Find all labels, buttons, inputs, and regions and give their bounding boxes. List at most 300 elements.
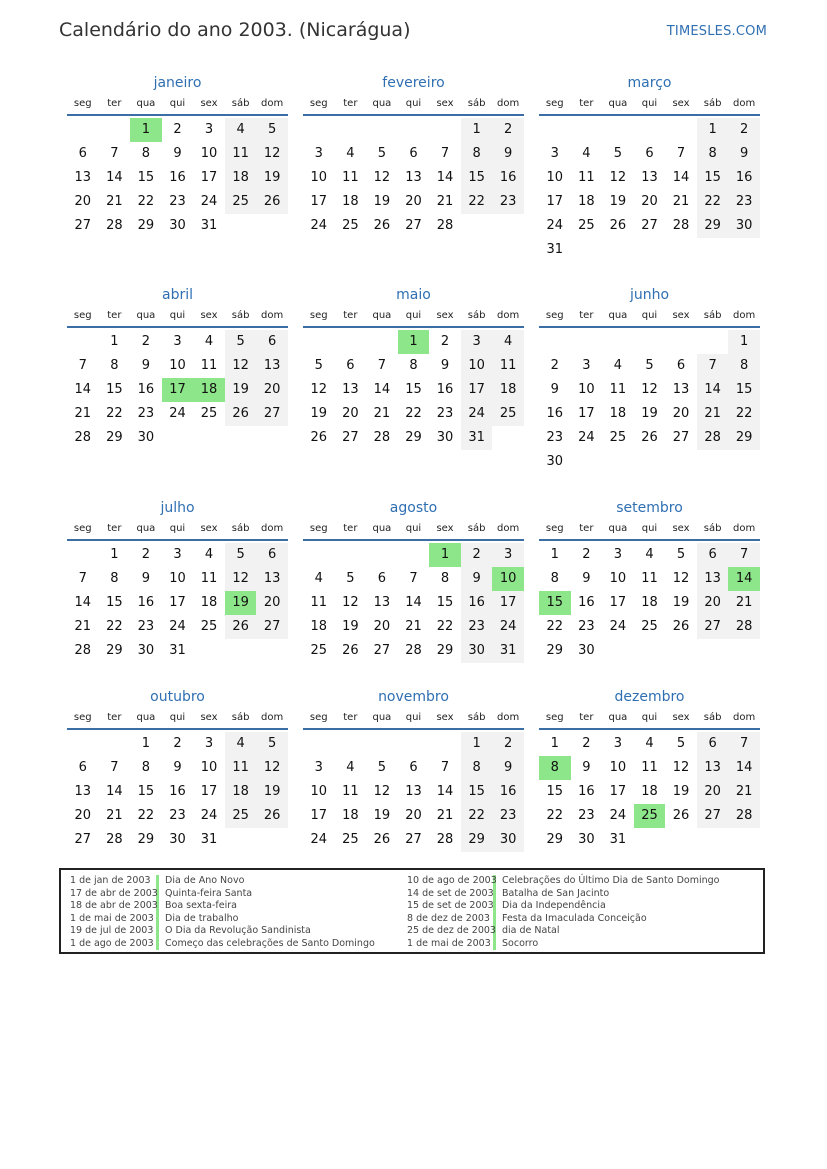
empty-cell <box>99 732 131 756</box>
day-cell: 2 <box>461 543 493 567</box>
day-cell: 4 <box>225 732 257 756</box>
day-cell: 30 <box>436 430 454 445</box>
day-cell: 17 <box>578 406 595 421</box>
day-cell: 26 <box>641 430 658 445</box>
month-name: setembro <box>616 500 683 516</box>
empty-cell <box>398 732 430 756</box>
day-cell: 10 <box>169 358 186 373</box>
holiday-row <box>70 888 375 901</box>
day-cell: 24 <box>169 406 186 421</box>
day-cell: 8 <box>409 358 418 373</box>
holiday-date: 14 de set de 2003 <box>407 888 496 901</box>
day-grid <box>539 118 760 262</box>
day-cell: 10 <box>546 170 564 185</box>
day-cell: 9 <box>728 142 760 166</box>
day-cell: 7 <box>440 146 450 161</box>
holiday-date: 8 de dez de 2003 <box>407 913 496 926</box>
day-cell: 25 <box>492 402 524 426</box>
holiday-row <box>70 938 375 951</box>
day-cell: 30 <box>137 643 155 658</box>
holiday-day-cell: 10 <box>492 567 524 591</box>
day-cell: 26 <box>672 808 690 823</box>
day-cell: 21 <box>672 194 690 209</box>
day-cell: 3 <box>492 543 524 567</box>
day-cell: 5 <box>377 146 387 161</box>
day-cell: 13 <box>697 567 729 591</box>
weekday-label: qua <box>372 98 392 109</box>
day-cell: 27 <box>373 643 391 658</box>
day-grid <box>67 118 288 238</box>
day-cell: 2 <box>492 732 524 756</box>
day-cell: 31 <box>200 218 218 233</box>
day-grid <box>303 330 524 450</box>
day-cell: 15 <box>405 382 422 397</box>
brand-link[interactable]: TIMESLES.COM <box>666 24 767 39</box>
day-cell: 31 <box>461 426 493 450</box>
day-cell: 26 <box>225 615 257 639</box>
weekday-label: dom <box>497 523 520 534</box>
day-cell: 3 <box>314 146 323 161</box>
weekday-label: qui <box>641 712 658 723</box>
day-cell: 4 <box>204 547 214 562</box>
day-cell: 7 <box>78 571 87 586</box>
day-cell: 22 <box>137 808 155 823</box>
empty-cell <box>634 118 666 142</box>
day-cell: 2 <box>173 736 182 751</box>
weekday-header <box>539 708 760 730</box>
day-cell: 1 <box>461 118 493 142</box>
day-cell: 16 <box>137 382 155 397</box>
month-junho <box>539 284 760 474</box>
day-cell: 8 <box>141 146 151 161</box>
weekday-label: sex <box>200 712 218 723</box>
day-cell: 26 <box>225 402 257 426</box>
weekday-label: dom <box>261 712 284 723</box>
holiday-date: 19 de jul de 2003 <box>70 925 159 938</box>
day-cell: 7 <box>440 760 450 775</box>
day-cell: 5 <box>256 118 288 142</box>
day-cell: 6 <box>78 760 87 775</box>
weekday-label: seg <box>73 310 92 321</box>
day-cell: 15 <box>137 784 155 799</box>
day-cell: 22 <box>461 190 493 214</box>
day-cell: 1 <box>110 547 119 562</box>
day-cell: 11 <box>200 358 218 373</box>
weekday-label: qui <box>641 523 658 534</box>
day-cell: 24 <box>310 218 328 233</box>
holiday-day-cell: 1 <box>130 118 162 142</box>
day-cell: 24 <box>609 808 627 823</box>
day-cell: 28 <box>74 643 92 658</box>
weekday-label: ter <box>579 98 594 109</box>
day-cell: 20 <box>672 406 690 421</box>
day-cell: 7 <box>78 358 87 373</box>
day-cell: 21 <box>436 194 454 209</box>
weekday-label: qui <box>641 98 658 109</box>
holiday-row <box>70 913 375 926</box>
day-cell: 7 <box>728 543 760 567</box>
weekday-label: dom <box>733 310 756 321</box>
day-cell: 2 <box>173 122 182 137</box>
day-cell: 8 <box>141 760 151 775</box>
day-cell: 30 <box>137 430 155 445</box>
empty-cell <box>634 330 666 354</box>
day-cell: 12 <box>225 354 257 378</box>
holiday-date: 1 de mai de 2003 <box>70 913 159 926</box>
day-cell: 7 <box>409 571 418 586</box>
empty-cell <box>335 330 367 354</box>
day-cell: 14 <box>405 595 422 610</box>
day-cell: 12 <box>641 382 658 397</box>
day-cell: 21 <box>74 406 92 421</box>
day-cell: 22 <box>546 619 564 634</box>
holiday-name: Batalha de San Jacinto <box>502 887 610 899</box>
day-cell: 22 <box>137 194 155 209</box>
day-cell: 6 <box>346 358 355 373</box>
day-cell: 28 <box>697 426 729 450</box>
holiday-day-cell: 18 <box>193 378 225 402</box>
day-cell: 30 <box>492 828 524 852</box>
day-cell: 18 <box>200 595 218 610</box>
day-cell: 12 <box>310 382 328 397</box>
weekday-label: qua <box>136 523 156 534</box>
day-cell: 16 <box>492 780 524 804</box>
day-cell: 22 <box>405 406 422 421</box>
day-cell: 28 <box>74 430 92 445</box>
day-cell: 15 <box>697 166 729 190</box>
day-cell: 27 <box>74 218 92 233</box>
day-cell: 5 <box>377 760 387 775</box>
weekday-label: qui <box>405 523 422 534</box>
day-cell: 9 <box>550 382 559 397</box>
empty-cell <box>303 330 335 354</box>
day-cell: 24 <box>492 615 524 639</box>
weekday-label: qua <box>372 310 392 321</box>
day-cell: 18 <box>310 619 328 634</box>
empty-cell <box>335 543 367 567</box>
month-janeiro <box>67 72 288 238</box>
day-cell: 4 <box>492 330 524 354</box>
holiday-date: 25 de dez de 2003 <box>407 925 496 936</box>
holiday-name: Dia de trabalho <box>165 912 239 924</box>
day-cell: 24 <box>200 808 218 823</box>
day-cell: 13 <box>74 784 92 799</box>
day-cell: 22 <box>697 190 729 214</box>
day-cell: 9 <box>492 756 524 780</box>
day-cell: 7 <box>697 354 729 378</box>
day-cell: 25 <box>641 619 658 634</box>
day-cell: 8 <box>461 756 493 780</box>
day-cell: 5 <box>645 358 654 373</box>
day-cell: 26 <box>609 218 627 233</box>
month-name: julho <box>160 500 195 516</box>
empty-cell <box>335 118 367 142</box>
day-cell: 30 <box>728 214 760 238</box>
holiday-row <box>70 875 375 888</box>
day-cell: 20 <box>373 619 391 634</box>
day-cell: 22 <box>546 808 564 823</box>
day-cell: 29 <box>697 214 729 238</box>
weekday-label: ter <box>107 310 122 321</box>
holiday-name: Celebrações do Último Dia de Santo Domingo <box>502 875 720 886</box>
page-title: Calendário do ano 2003. (Nicarágua) <box>59 19 411 41</box>
day-cell: 29 <box>436 643 454 658</box>
holiday-name: Festa da Imaculada Conceição <box>502 912 647 924</box>
weekday-label: sáb <box>467 523 486 534</box>
weekday-label: sex <box>436 310 454 321</box>
holiday-date: 15 de set de 2003 <box>407 900 496 913</box>
day-cell: 2 <box>440 334 450 349</box>
day-cell: 4 <box>613 358 623 373</box>
day-cell: 31 <box>169 643 186 658</box>
holiday-name: Quinta-feira Santa <box>165 887 253 899</box>
day-cell: 14 <box>672 170 690 185</box>
weekday-label: dom <box>261 523 284 534</box>
weekday-header <box>67 94 288 116</box>
weekday-label: qua <box>372 523 392 534</box>
day-cell: 25 <box>225 190 257 214</box>
empty-cell <box>67 732 99 756</box>
weekday-header <box>67 519 288 541</box>
day-cell: 28 <box>436 218 454 233</box>
weekday-label: seg <box>309 523 328 534</box>
day-cell: 9 <box>141 358 151 373</box>
day-cell: 13 <box>641 170 658 185</box>
day-grid <box>539 330 760 474</box>
weekday-label: seg <box>73 523 92 534</box>
holiday-row <box>70 925 375 938</box>
day-cell: 17 <box>200 784 218 799</box>
day-cell: 12 <box>256 756 288 780</box>
day-cell: 20 <box>342 406 359 421</box>
weekday-label: qua <box>372 712 392 723</box>
day-cell: 21 <box>728 780 760 804</box>
holiday-name: dia de Natal <box>502 925 560 936</box>
day-grid <box>67 330 288 450</box>
day-cell: 18 <box>492 378 524 402</box>
day-cell: 23 <box>137 619 155 634</box>
weekday-header <box>539 94 760 116</box>
empty-cell <box>303 732 335 756</box>
weekday-label: sex <box>436 98 454 109</box>
day-cell: 22 <box>106 619 123 634</box>
day-cell: 26 <box>373 832 391 847</box>
weekday-label: qui <box>405 310 422 321</box>
day-cell: 7 <box>377 358 387 373</box>
holiday-name: O Dia da Revolução Sandinista <box>165 925 311 936</box>
day-cell: 8 <box>697 142 729 166</box>
day-cell: 3 <box>461 330 493 354</box>
day-cell: 2 <box>492 118 524 142</box>
day-cell: 25 <box>225 804 257 828</box>
day-cell: 22 <box>728 402 760 426</box>
day-cell: 9 <box>582 571 591 586</box>
day-cell: 8 <box>550 571 559 586</box>
day-cell: 16 <box>169 784 186 799</box>
empty-cell <box>67 118 99 142</box>
empty-cell <box>366 543 398 567</box>
day-cell: 17 <box>609 784 627 799</box>
weekday-header <box>303 94 524 116</box>
empty-cell <box>366 732 398 756</box>
day-cell: 30 <box>578 832 595 847</box>
day-cell: 15 <box>461 780 493 804</box>
day-cell: 6 <box>697 732 729 756</box>
day-cell: 1 <box>110 334 119 349</box>
weekday-label: sáb <box>467 98 486 109</box>
weekday-label: sex <box>200 98 218 109</box>
day-cell: 17 <box>461 378 493 402</box>
day-cell: 28 <box>728 804 760 828</box>
day-cell: 27 <box>697 615 729 639</box>
empty-cell <box>697 330 729 354</box>
month-março <box>539 72 760 262</box>
month-name: junho <box>629 287 670 303</box>
weekday-label: sáb <box>703 712 722 723</box>
day-cell: 20 <box>641 194 658 209</box>
empty-cell <box>99 118 131 142</box>
day-cell: 20 <box>697 780 729 804</box>
empty-cell <box>665 330 697 354</box>
day-cell: 6 <box>256 330 288 354</box>
month-name: abril <box>161 287 193 303</box>
day-cell: 28 <box>672 218 690 233</box>
weekday-label: dom <box>733 712 756 723</box>
weekday-header <box>539 519 760 541</box>
day-cell: 25 <box>310 643 328 658</box>
day-cell: 28 <box>106 832 123 847</box>
weekday-header <box>539 306 760 328</box>
weekday-label: dom <box>261 98 284 109</box>
day-cell: 19 <box>225 378 257 402</box>
holiday-date: 1 de mai de 2003 <box>407 938 496 951</box>
day-cell: 20 <box>405 194 422 209</box>
weekday-header <box>303 708 524 730</box>
month-setembro <box>539 497 760 663</box>
empty-cell <box>429 118 461 142</box>
empty-cell <box>571 118 603 142</box>
holiday-day-cell: 8 <box>539 756 571 780</box>
empty-cell <box>366 118 398 142</box>
day-cell: 31 <box>546 242 564 257</box>
day-cell: 6 <box>409 146 418 161</box>
day-cell: 24 <box>169 619 186 634</box>
day-cell: 2 <box>550 358 559 373</box>
day-cell: 19 <box>373 194 391 209</box>
weekday-label: seg <box>309 712 328 723</box>
day-cell: 16 <box>578 784 595 799</box>
day-cell: 10 <box>200 146 218 161</box>
day-cell: 4 <box>645 736 654 751</box>
day-cell: 21 <box>106 194 123 209</box>
day-cell: 4 <box>225 118 257 142</box>
day-cell: 25 <box>200 619 218 634</box>
holiday-day-cell: 19 <box>225 591 257 615</box>
weekday-label: sex <box>436 712 454 723</box>
day-cell: 14 <box>74 595 92 610</box>
day-cell: 20 <box>405 808 422 823</box>
day-cell: 12 <box>373 784 391 799</box>
day-cell: 19 <box>609 194 627 209</box>
holiday-day-cell: 25 <box>634 804 666 828</box>
empty-cell <box>539 330 571 354</box>
day-cell: 19 <box>310 406 328 421</box>
weekday-label: ter <box>107 98 122 109</box>
day-cell: 15 <box>461 166 493 190</box>
day-cell: 23 <box>169 194 186 209</box>
day-cell: 24 <box>310 832 328 847</box>
weekday-label: sex <box>200 310 218 321</box>
holiday-day-cell: 15 <box>539 591 571 615</box>
day-cell: 25 <box>342 218 359 233</box>
weekday-label: qui <box>405 98 422 109</box>
day-cell: 26 <box>310 430 328 445</box>
weekday-label: dom <box>497 98 520 109</box>
day-cell: 12 <box>342 595 359 610</box>
day-cell: 14 <box>697 378 729 402</box>
day-cell: 29 <box>461 828 493 852</box>
day-cell: 29 <box>405 430 422 445</box>
weekday-header <box>303 519 524 541</box>
day-cell: 16 <box>728 166 760 190</box>
day-cell: 23 <box>436 406 454 421</box>
empty-cell <box>398 118 430 142</box>
day-cell: 17 <box>200 170 218 185</box>
weekday-label: ter <box>579 712 594 723</box>
weekday-label: seg <box>545 712 564 723</box>
day-cell: 6 <box>377 571 387 586</box>
day-cell: 4 <box>204 334 214 349</box>
weekday-label: dom <box>261 310 284 321</box>
weekday-label: sáb <box>703 98 722 109</box>
weekday-label: dom <box>497 712 520 723</box>
day-cell: 31 <box>492 639 524 663</box>
day-cell: 13 <box>405 170 422 185</box>
empty-cell <box>398 543 430 567</box>
day-cell: 15 <box>137 170 155 185</box>
day-cell: 3 <box>173 547 182 562</box>
weekday-label: seg <box>545 310 564 321</box>
weekday-label: ter <box>343 310 358 321</box>
day-cell: 1 <box>728 330 760 354</box>
day-cell: 25 <box>578 218 595 233</box>
day-cell: 6 <box>697 543 729 567</box>
day-cell: 17 <box>492 591 524 615</box>
weekday-label: seg <box>309 98 328 109</box>
day-cell: 11 <box>641 760 658 775</box>
day-cell: 4 <box>314 571 323 586</box>
day-cell: 17 <box>310 808 328 823</box>
day-cell: 11 <box>492 354 524 378</box>
holiday-row <box>407 900 719 913</box>
day-cell: 5 <box>346 571 355 586</box>
day-cell: 16 <box>169 170 186 185</box>
month-dezembro <box>539 686 760 852</box>
weekday-label: qua <box>608 712 628 723</box>
day-cell: 11 <box>342 784 359 799</box>
weekday-label: seg <box>545 523 564 534</box>
day-cell: 6 <box>256 543 288 567</box>
day-cell: 18 <box>342 194 359 209</box>
day-cell: 14 <box>106 784 123 799</box>
day-cell: 13 <box>697 756 729 780</box>
weekday-label: qui <box>169 310 186 321</box>
day-cell: 23 <box>546 430 564 445</box>
day-cell: 20 <box>256 378 288 402</box>
day-cell: 3 <box>613 547 623 562</box>
month-abril <box>67 284 288 450</box>
day-cell: 9 <box>173 146 182 161</box>
